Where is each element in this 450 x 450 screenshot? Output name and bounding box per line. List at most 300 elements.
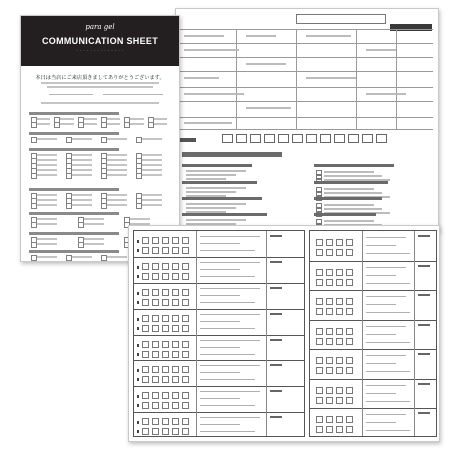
- form-rule: [178, 57, 433, 58]
- form-text: [246, 35, 276, 37]
- nail-square: [142, 402, 149, 409]
- question-option: [186, 191, 236, 193]
- answer-label: [60, 123, 73, 125]
- answer-label: [142, 204, 162, 206]
- calendar-cell: [222, 134, 233, 143]
- nail-square: [182, 299, 189, 306]
- row-number: [137, 430, 139, 433]
- row-number: [137, 421, 139, 424]
- record-line: [200, 354, 255, 355]
- nail-square: [326, 308, 333, 315]
- answer-label: [37, 138, 57, 140]
- nail-square: [336, 328, 343, 335]
- calendar-cell: [320, 134, 331, 143]
- question-heading: [182, 197, 262, 200]
- nail-square: [182, 237, 189, 244]
- answer-label: [37, 223, 57, 225]
- question-option: [186, 207, 236, 209]
- record-label: [418, 412, 430, 414]
- form-text: [184, 49, 239, 51]
- record-line: [366, 334, 396, 335]
- nail-square: [162, 376, 169, 383]
- row-number: [137, 318, 139, 321]
- nail-square: [142, 273, 149, 280]
- record-label: [418, 235, 430, 237]
- answer-label: [37, 154, 57, 156]
- answer-label: [142, 169, 162, 171]
- nail-square: [162, 351, 169, 358]
- question-option: [324, 220, 374, 222]
- record-line: [366, 401, 410, 402]
- record-row-divider: [310, 261, 436, 262]
- nail-square: [316, 357, 323, 364]
- answer-label: [72, 174, 92, 176]
- question-heading: [29, 112, 119, 115]
- answer-label: [107, 194, 127, 196]
- answer-label: [84, 238, 104, 240]
- form-rule: [178, 71, 433, 72]
- nail-square: [152, 299, 159, 306]
- calendar-cell: [348, 134, 359, 143]
- row-number: [137, 301, 139, 304]
- form-rule: [178, 101, 433, 102]
- row-number: [137, 249, 139, 252]
- answer-label: [72, 204, 92, 206]
- nail-square: [142, 299, 149, 306]
- question-option: [186, 170, 246, 172]
- row-number: [137, 327, 139, 330]
- answer-label: [72, 194, 92, 196]
- intro-subtext: [41, 82, 159, 84]
- nail-square: [152, 237, 159, 244]
- calendar-cell: [264, 134, 275, 143]
- answer-label: [72, 199, 92, 201]
- nail-square: [326, 367, 333, 374]
- answer-label: [84, 123, 97, 125]
- answer-label: [37, 199, 57, 201]
- nail-square: [172, 289, 179, 296]
- notice-text: [41, 102, 159, 104]
- nail-square: [346, 367, 353, 374]
- answer-label: [37, 123, 50, 125]
- answer-label: [37, 194, 57, 196]
- nail-square: [326, 298, 333, 305]
- record-line: [200, 379, 255, 380]
- nail-square: [172, 366, 179, 373]
- record-line: [366, 371, 410, 372]
- record-row-divider: [134, 386, 304, 387]
- date-underline: [103, 94, 163, 95]
- record-label: [418, 383, 430, 385]
- nail-square: [326, 279, 333, 286]
- record-label: [270, 287, 282, 289]
- record-line: [366, 304, 396, 305]
- answer-label: [72, 159, 92, 161]
- calendar-cell: [334, 134, 345, 143]
- nail-square: [172, 402, 179, 409]
- answer-label: [142, 194, 162, 196]
- nail-square: [162, 263, 169, 270]
- answer-label: [37, 256, 57, 258]
- nail-square: [172, 263, 179, 270]
- nail-square: [182, 376, 189, 383]
- nail-square: [172, 273, 179, 280]
- nail-square: [142, 428, 149, 435]
- nail-square: [182, 392, 189, 399]
- nail-square: [172, 247, 179, 254]
- nail-square: [326, 416, 333, 423]
- answer-label: [107, 118, 120, 120]
- nail-record-sheet: [128, 225, 440, 442]
- record-label: [270, 339, 282, 341]
- record-line: [200, 250, 255, 251]
- nail-square: [316, 298, 323, 305]
- record-line: [366, 363, 396, 364]
- record-line: [200, 295, 240, 296]
- question-heading: [29, 188, 119, 191]
- nail-square: [182, 366, 189, 373]
- nail-square: [316, 416, 323, 423]
- record-label: [418, 324, 430, 326]
- record-label: [270, 261, 282, 263]
- nail-square: [182, 428, 189, 435]
- nail-square: [336, 416, 343, 423]
- record-line: [200, 365, 260, 366]
- record-line: [366, 422, 396, 423]
- nail-square: [152, 273, 159, 280]
- record-column-right: [309, 230, 437, 437]
- question-heading: [29, 212, 119, 215]
- answer-label: [142, 138, 162, 140]
- form-divider: [296, 29, 297, 129]
- name-underline: [49, 94, 93, 95]
- form-text: [184, 35, 224, 37]
- record-line: [200, 302, 255, 303]
- nail-square: [182, 263, 189, 270]
- nail-square: [326, 338, 333, 345]
- answer-label: [84, 243, 104, 245]
- record-line: [200, 405, 255, 406]
- nail-square: [172, 325, 179, 332]
- nail-square: [162, 402, 169, 409]
- row-number: [137, 240, 139, 243]
- answer-label: [107, 169, 127, 171]
- calendar-cell: [292, 134, 303, 143]
- answer-label: [142, 164, 162, 166]
- answer-label: [107, 164, 127, 166]
- row-number: [137, 344, 139, 347]
- question-heading: [29, 250, 119, 253]
- answer-label: [107, 154, 127, 156]
- nail-square: [346, 308, 353, 315]
- nail-square: [172, 392, 179, 399]
- nail-square: [182, 402, 189, 409]
- nail-square: [162, 299, 169, 306]
- sheet-subtitle-decor: ・・・・・・・・・・・・・・: [75, 49, 125, 53]
- nail-square: [152, 376, 159, 383]
- row-number: [137, 266, 139, 269]
- nail-square: [172, 418, 179, 425]
- nail-square: [336, 308, 343, 315]
- nail-square: [162, 418, 169, 425]
- record-inner-divider: [196, 231, 197, 436]
- answer-label: [37, 118, 50, 120]
- nail-square: [336, 279, 343, 286]
- answer-label: [107, 174, 127, 176]
- nail-square: [172, 315, 179, 322]
- nail-square: [336, 367, 343, 374]
- record-row-divider: [134, 360, 304, 361]
- form-divider: [236, 29, 237, 129]
- question-option: [324, 204, 374, 206]
- record-line: [366, 393, 396, 394]
- record-label: [418, 294, 430, 296]
- nail-square: [326, 426, 333, 433]
- nail-square: [316, 249, 323, 256]
- nail-square: [152, 418, 159, 425]
- record-line: [200, 262, 260, 263]
- nail-square: [142, 418, 149, 425]
- record-line: [200, 269, 240, 270]
- question-option: [186, 187, 246, 189]
- nail-square: [326, 239, 333, 246]
- nail-square: [142, 247, 149, 254]
- answer-label: [130, 123, 143, 125]
- question-option: [324, 175, 382, 177]
- record-line: [366, 237, 406, 238]
- question-heading: [314, 213, 376, 216]
- nail-square: [316, 338, 323, 345]
- record-line: [200, 424, 240, 425]
- row-number: [137, 353, 139, 356]
- nail-square: [336, 239, 343, 246]
- answer-label: [154, 123, 167, 125]
- nail-square: [336, 387, 343, 394]
- record-line: [200, 417, 260, 418]
- calendar-cell: [278, 134, 289, 143]
- nail-square: [316, 367, 323, 374]
- row-number: [137, 378, 139, 381]
- nail-square: [316, 239, 323, 246]
- question-option: [324, 208, 382, 210]
- answer-label: [37, 159, 57, 161]
- question-option: [186, 219, 246, 221]
- nail-square: [172, 428, 179, 435]
- nail-square: [316, 269, 323, 276]
- nail-square: [172, 237, 179, 244]
- nail-square: [162, 366, 169, 373]
- record-line: [366, 245, 396, 246]
- form-text: [184, 93, 244, 95]
- nail-square: [326, 269, 333, 276]
- record-line: [366, 267, 406, 268]
- record-line: [366, 296, 406, 297]
- answer-label: [37, 174, 57, 176]
- nail-square: [142, 263, 149, 270]
- nail-square: [142, 237, 149, 244]
- record-label: [418, 353, 430, 355]
- row-number: [137, 275, 139, 278]
- record-line: [200, 314, 260, 315]
- nail-square: [316, 387, 323, 394]
- record-line: [366, 414, 406, 415]
- nail-square: [346, 357, 353, 364]
- answer-label: [72, 164, 92, 166]
- nail-square: [162, 392, 169, 399]
- form-rule: [178, 43, 433, 44]
- record-row-divider: [134, 309, 304, 310]
- record-row-divider: [310, 290, 436, 291]
- row-number: [137, 395, 139, 398]
- record-line: [366, 253, 410, 254]
- form-rule: [178, 129, 433, 130]
- nail-square: [346, 269, 353, 276]
- record-row-divider: [134, 283, 304, 284]
- nail-square: [142, 376, 149, 383]
- nail-square: [316, 328, 323, 335]
- answer-label: [60, 118, 73, 120]
- nail-square: [182, 289, 189, 296]
- answer-label: [37, 164, 57, 166]
- nail-square: [336, 338, 343, 345]
- record-label: [418, 265, 430, 267]
- record-line: [200, 288, 260, 289]
- record-label: [270, 235, 282, 237]
- form-text: [306, 77, 356, 79]
- form-id-label: [180, 138, 196, 142]
- nail-square: [152, 428, 159, 435]
- answer-label: [142, 154, 162, 156]
- record-row-divider: [310, 320, 436, 321]
- nail-square: [336, 269, 343, 276]
- nail-square: [142, 366, 149, 373]
- nail-square: [162, 247, 169, 254]
- nail-square: [346, 328, 353, 335]
- calendar-cell: [306, 134, 317, 143]
- nail-square: [162, 325, 169, 332]
- nail-square: [346, 426, 353, 433]
- record-line: [200, 236, 260, 237]
- nail-square: [316, 397, 323, 404]
- question-heading: [314, 164, 394, 167]
- nail-square: [346, 338, 353, 345]
- nail-square: [142, 325, 149, 332]
- form-divider: [396, 29, 397, 129]
- nail-square: [182, 325, 189, 332]
- nail-square: [142, 289, 149, 296]
- question-option: [186, 174, 236, 176]
- record-line: [200, 328, 255, 329]
- form-text: [184, 77, 219, 79]
- record-line: [366, 430, 410, 431]
- record-inner-divider: [414, 231, 415, 436]
- record-line: [200, 398, 240, 399]
- nail-square: [346, 249, 353, 256]
- answer-label: [72, 138, 92, 140]
- question-option: [186, 178, 226, 180]
- nail-square: [142, 392, 149, 399]
- record-line: [200, 391, 260, 392]
- answer-label: [107, 204, 127, 206]
- form-text: [246, 63, 286, 65]
- record-row-divider: [310, 379, 436, 380]
- nail-square: [142, 341, 149, 348]
- answer-label: [84, 223, 104, 225]
- question-heading: [182, 213, 267, 216]
- nail-square: [336, 249, 343, 256]
- record-line: [200, 276, 255, 277]
- calendar-cell: [236, 134, 247, 143]
- nail-square: [316, 426, 323, 433]
- form-header-box: [296, 14, 386, 24]
- record-line: [366, 275, 396, 276]
- nail-square: [152, 341, 159, 348]
- nail-square: [336, 298, 343, 305]
- nail-square: [152, 289, 159, 296]
- question-heading: [314, 181, 388, 184]
- form-rule: [178, 29, 433, 30]
- sheet-header: [21, 16, 179, 66]
- nail-square: [162, 341, 169, 348]
- nail-square: [162, 428, 169, 435]
- nail-square: [172, 341, 179, 348]
- answer-label: [37, 243, 57, 245]
- nail-square: [346, 239, 353, 246]
- nail-square: [152, 247, 159, 254]
- answer-label: [107, 123, 120, 125]
- record-label: [270, 313, 282, 315]
- row-number: [137, 292, 139, 295]
- nail-square: [346, 387, 353, 394]
- answer-label: [107, 159, 127, 161]
- nail-square: [152, 325, 159, 332]
- question-heading: [182, 181, 257, 184]
- record-line: [366, 342, 410, 343]
- nail-square: [326, 249, 333, 256]
- record-line: [366, 283, 410, 284]
- record-row-divider: [134, 412, 304, 413]
- nail-square: [162, 315, 169, 322]
- nail-square: [172, 299, 179, 306]
- nail-square: [336, 426, 343, 433]
- counseling-heading-bar: [182, 152, 282, 157]
- nail-square: [326, 387, 333, 394]
- record-line: [200, 340, 260, 341]
- nail-square: [152, 366, 159, 373]
- calendar-cell: [376, 134, 387, 143]
- row-number: [137, 369, 139, 372]
- record-line: [366, 326, 406, 327]
- nail-square: [346, 397, 353, 404]
- intro-subtext: [47, 86, 153, 88]
- question-heading: [314, 197, 382, 200]
- record-line: [366, 355, 406, 356]
- calendar-cell: [250, 134, 261, 143]
- form-text: [366, 49, 396, 51]
- calendar-row: [222, 134, 390, 143]
- nail-square: [182, 341, 189, 348]
- answer-label: [72, 169, 92, 171]
- answer-label: [37, 218, 57, 220]
- record-label: [270, 390, 282, 392]
- nail-square: [346, 298, 353, 305]
- record-line: [200, 347, 240, 348]
- answer-label: [72, 256, 92, 258]
- record-line: [366, 385, 406, 386]
- nail-square: [152, 402, 159, 409]
- nail-square: [152, 392, 159, 399]
- nail-square: [172, 376, 179, 383]
